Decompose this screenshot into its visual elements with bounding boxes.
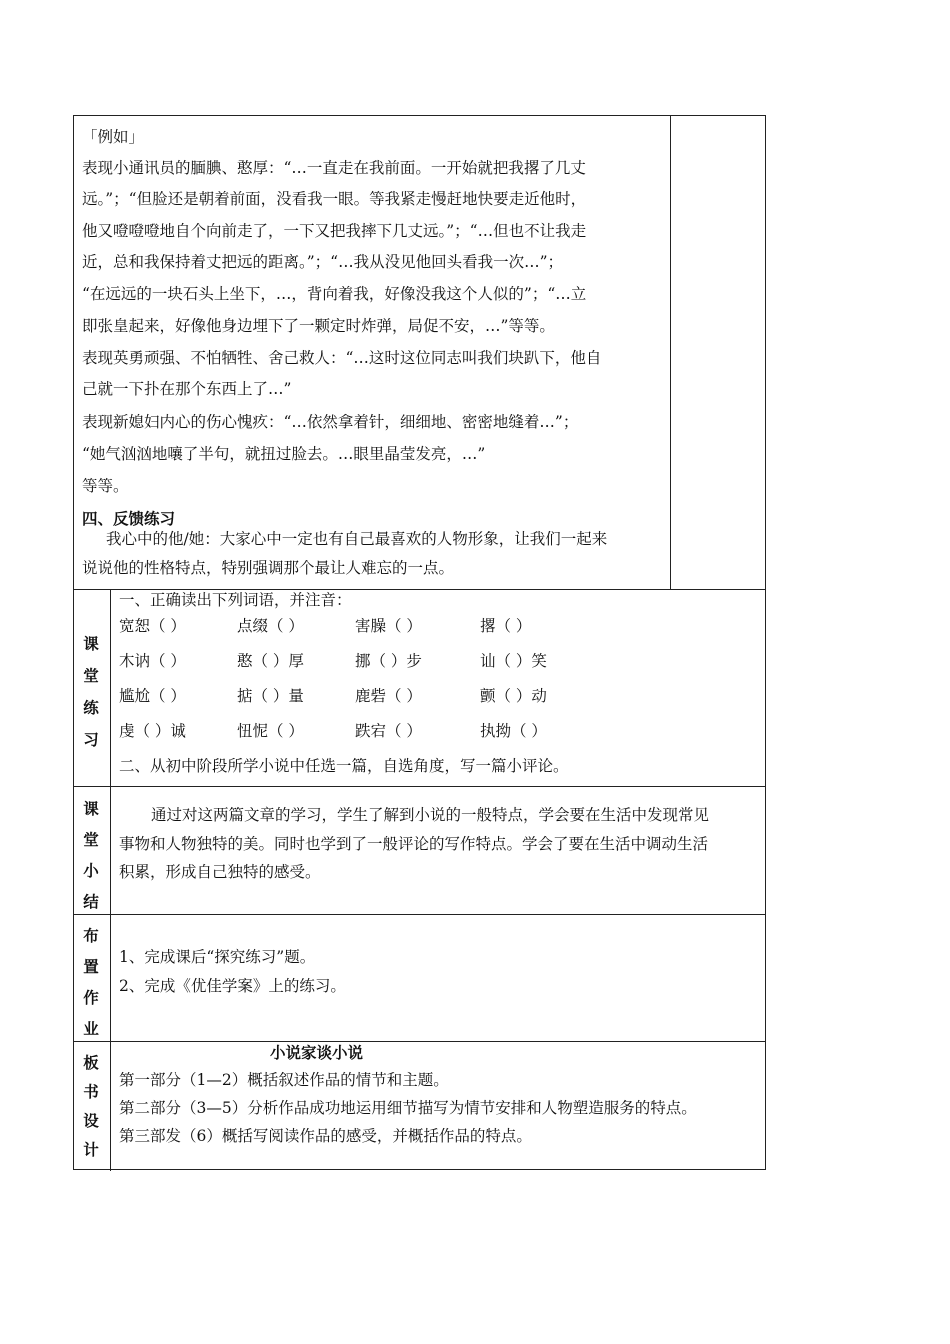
word-item: 虔（ ）诚 [119,722,186,740]
word-item: 讪（ ）笑 [480,652,547,670]
practice-heading-2: 二、从初中阶段所学小说中任选一篇，自选角度，写一篇小评论。 [119,757,569,775]
teaching-line: 表现英勇顽强、不怕牺牲、舍己救人：“…这时这位同志叫我们块趴下，他自 [82,349,602,367]
row-divider [74,914,766,915]
teaching-line: 己就一下扑在那个东西上了…” [82,380,292,398]
example-label: 「例如」 [82,128,145,146]
word-item: 跌宕（ ） [355,722,422,740]
lesson-plan-table [73,115,766,1170]
summary-line: 事物和人物独特的美。同时也学到了一般评论的写作特点。学会了要在生活中调动生活 [119,835,709,853]
practice-label: 课 堂 练 习 [83,635,99,749]
summary-line: 通过对这两篇文章的学习，学生了解到小说的一般特点，学会要在生活中发现常见 [151,806,710,824]
teaching-line: 近，总和我保持着丈把远的距离。”；“…我从没见他回头看我一次…”； [82,253,564,271]
row-divider [74,1041,766,1042]
teaching-line: 即张皇起来，好像他身边埋下了一颗定时炸弹，局促不安，…”等等。 [82,317,555,335]
summary-line: 积累，形成自己独特的感受。 [119,863,321,881]
word-item: 尴尬（ ） [119,687,186,705]
word-item: 挪（ ）步 [355,652,422,670]
board-line: 第一部分（1—2）概括叙述作品的情节和主题。 [119,1071,449,1089]
board-title: 小说家谈小说 [270,1044,364,1062]
word-item: 害臊（ ） [355,617,422,635]
teaching-line: “她气汹汹地嚷了半句，就扭过脸去。…眼里晶莹发亮，…” [82,445,486,463]
board-line: 第二部分（3—5）分析作品成功地运用细节描写为情节安排和人物塑造服务的特点。 [119,1099,697,1117]
board-line: 第三部发（6）概括写阅读作品的感受，并概括作品的特点。 [119,1127,532,1145]
board-label: 板 书 设 计 [83,1054,99,1159]
word-item: 颤（ ）动 [480,687,547,705]
word-item: 撂（ ） [480,617,532,635]
right-column-divider [670,116,671,589]
teaching-line: 表现小通讯员的腼腆、憨厚：“…一直走在我前面。一开始就把我撂了几丈 [82,159,586,177]
teaching-line: “在远远的一块石头上坐下，…，背向着我，好像没我这个人似的”；“…立 [82,285,587,303]
section4-line: 说说他的性格特点，特别强调那个最让人难忘的一点。 [82,559,455,577]
word-item: 宽恕（ ） [119,617,186,635]
label-column-divider [110,589,111,1171]
word-item: 掂（ ）量 [237,687,304,705]
section4-line: 我心中的他/她：大家心中一定也有自己最喜欢的人物形象，让我们一起来 [106,530,608,548]
teaching-line: 等等。 [82,477,129,495]
word-item: 木讷（ ） [119,652,186,670]
section4-heading: 四、反馈练习 [82,510,176,528]
word-item: 憨（ ）厚 [237,652,304,670]
homework-label: 布 置 作 业 [83,927,99,1038]
teaching-line: 他又噔噔噔地自个向前走了，一下又把我摔下几丈远。”；“…但也不让我走 [82,222,587,240]
row-divider [74,786,766,787]
summary-label: 课 堂 小 结 [83,800,99,911]
word-item: 忸怩（ ） [237,722,304,740]
word-item: 执拗（ ） [480,722,547,740]
word-item: 点缀（ ） [237,617,304,635]
practice-heading-1: 一、正确读出下列词语，并注音： [119,591,352,609]
homework-item: 2、完成《优佳学案》上的练习。 [119,977,346,995]
teaching-line: 表现新媳妇内心的伤心愧疚：“…依然拿着针，细细地、密密地缝着…”； [82,413,579,431]
teaching-line: 远。”；“但脸还是朝着前面，没看我一眼。等我紧走慢赶地快要走近他时， [82,190,587,208]
homework-item: 1、完成课后“探究练习”题。 [119,948,316,966]
word-item: 鹿砦（ ） [355,687,422,705]
